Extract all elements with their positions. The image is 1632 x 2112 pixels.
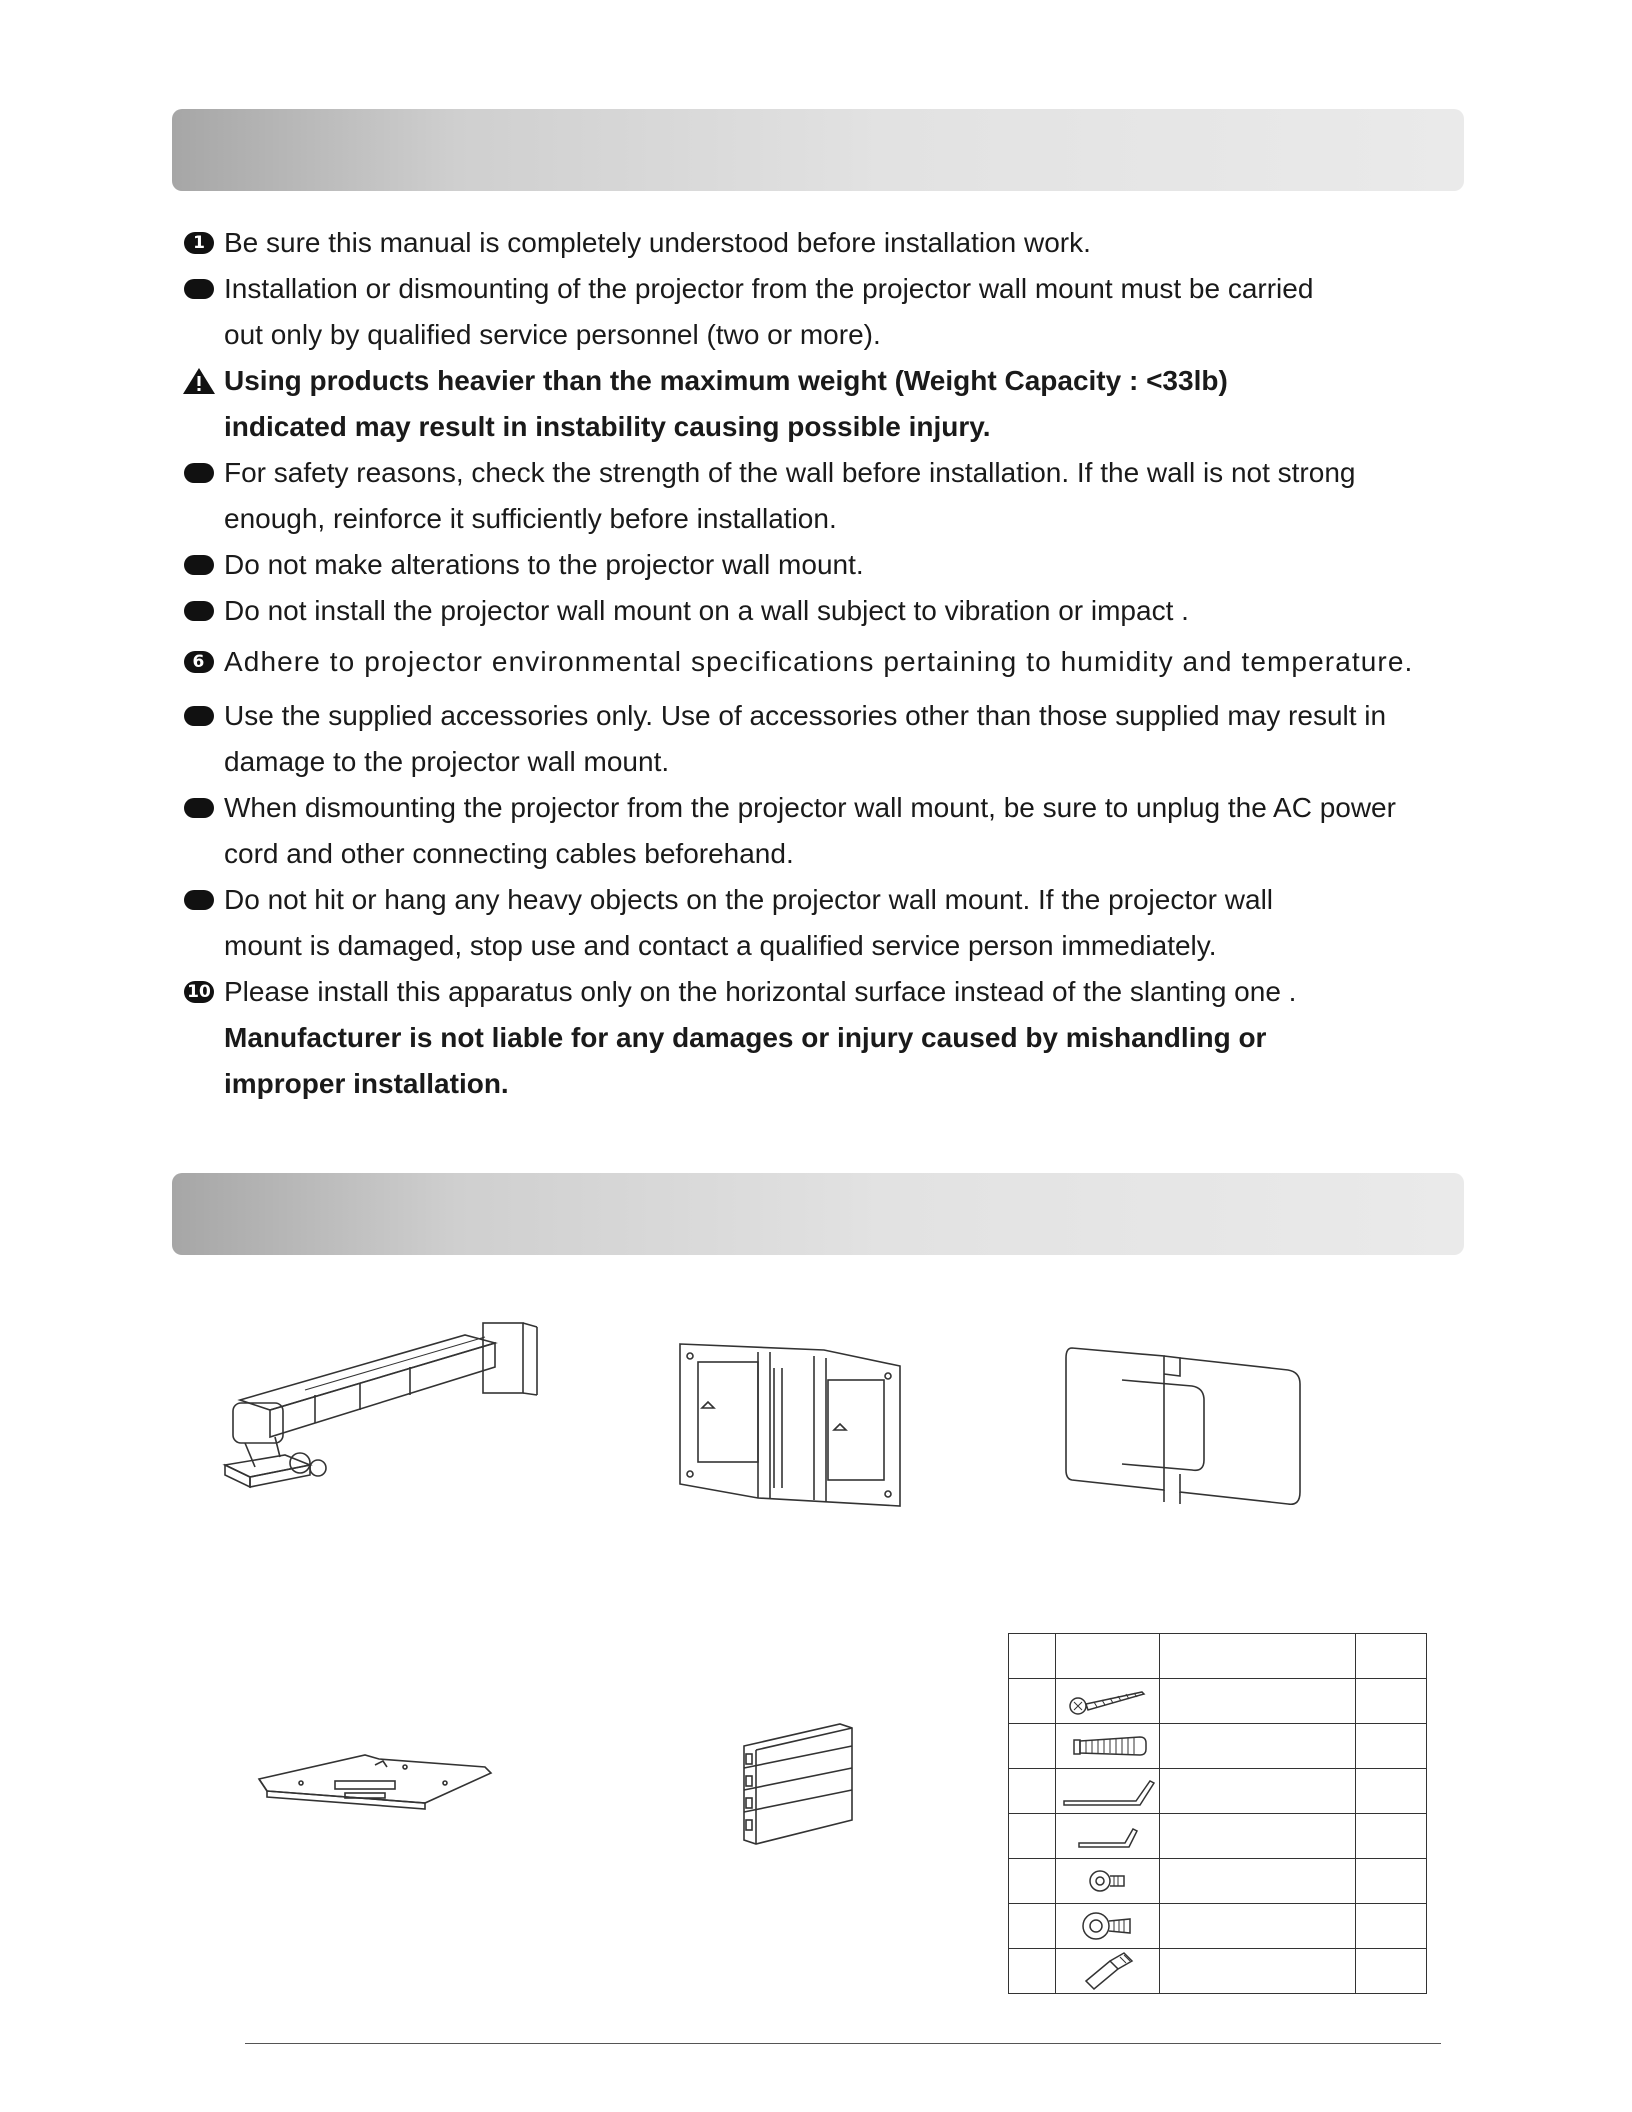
table-row	[1009, 1679, 1427, 1724]
note-text: damage to the projector wall mount.	[224, 746, 670, 777]
wood-screw-icon	[1066, 1684, 1150, 1718]
table-row	[1009, 1949, 1427, 1994]
table-row	[1009, 1904, 1427, 1949]
spacer-block-icon	[740, 1720, 860, 1850]
note-text: mount is damaged, stop use and contact a qualified service person immediately.	[224, 930, 1217, 961]
section-header-banner-parts	[172, 1173, 1464, 1255]
note-text: Use the supplied accessories only. Use of accessories other than those supplied may result in	[224, 700, 1387, 731]
large-hex-key-icon	[1060, 1773, 1156, 1809]
hardware-parts-table	[1008, 1633, 1427, 1994]
note-item-9	[224, 785, 1504, 877]
short-bolt-icon	[1086, 1864, 1130, 1898]
note-text: out only by qualified service personnel (two or more).	[224, 319, 881, 350]
note-text: Installation or dismounting of the projector from the projector wall mount must be carried	[224, 273, 1314, 304]
table-row	[1009, 1769, 1427, 1814]
note-text: Using products heavier than the maximum weight (Weight Capacity : <33lb)	[224, 365, 1228, 396]
table-row	[1009, 1724, 1427, 1769]
flange-bolt-icon	[1080, 1907, 1136, 1945]
bullet-pill-icon	[184, 279, 214, 299]
warning-triangle-icon	[182, 366, 216, 396]
note-item-11	[187, 969, 1504, 1107]
note-text: cord and other connecting cables beforehand.	[224, 838, 794, 869]
note-text: indicated may result in instability causing possible injury.	[224, 411, 991, 442]
number-badge-icon: 1	[184, 232, 214, 254]
note-text-bold: Manufacturer is not liable for any damages or injury caused by mishandling or	[224, 1022, 1267, 1053]
note-text: Be sure this manual is completely understood before installation work.	[224, 227, 1091, 258]
note-text: Please install this apparatus only on the horizontal surface instead of the slanting one .	[224, 976, 1297, 1007]
note-text: When dismounting the projector from the projector wall mount, be sure to unplug the AC power	[224, 792, 1396, 823]
note-text: enough, reinforce it sufficiently before installation.	[224, 503, 837, 534]
note-item-1	[193, 220, 1504, 266]
number-badge-icon: 10	[184, 981, 214, 1003]
bullet-pill-icon	[184, 890, 214, 910]
bullet-pill-icon	[184, 706, 214, 726]
number-badge-icon: 6	[184, 651, 214, 673]
section-header-banner-safety	[172, 109, 1464, 191]
note-text: For safety reasons, check the strength of the wall before installation. If the wall is not strong	[224, 457, 1356, 488]
table-row	[1009, 1814, 1427, 1859]
note-text: Do not hit or hang any heavy objects on the projector wall mount. If the projector wall	[224, 884, 1274, 915]
cover-icon	[1062, 1340, 1310, 1512]
note-text: Do not install the projector wall mount on a wall subject to vibration or impact .	[224, 595, 1189, 626]
small-hex-key-icon	[1073, 1821, 1143, 1851]
bullet-pill-icon	[184, 798, 214, 818]
wall-anchor-icon	[1066, 1731, 1150, 1761]
footer-rule	[245, 2043, 1441, 2044]
note-text-bold: improper installation.	[224, 1068, 509, 1099]
note-item-10	[224, 877, 1504, 969]
note-item-3-warning	[224, 358, 1504, 450]
note-item-2	[224, 266, 1504, 358]
note-item-6	[224, 588, 1504, 634]
bullet-pill-icon	[184, 601, 214, 621]
note-item-8	[224, 693, 1504, 785]
note-text: Adhere to projector environmental specifications pertaining to humidity and temperature.	[224, 646, 1414, 677]
projector-plate-icon	[255, 1745, 495, 1825]
bullet-pill-icon	[184, 463, 214, 483]
note-item-5	[224, 542, 1504, 588]
table-row	[1009, 1859, 1427, 1904]
spacer-bolt-icon	[1080, 1951, 1136, 1991]
table-header-row	[1009, 1634, 1427, 1679]
bullet-pill-icon	[184, 555, 214, 575]
note-text: Do not make alterations to the projector wall mount.	[224, 549, 864, 580]
wall-plate-icon	[674, 1338, 906, 1508]
note-item-7	[192, 639, 1504, 685]
telescopic-arm-icon	[215, 1315, 545, 1510]
note-item-4	[224, 450, 1504, 542]
